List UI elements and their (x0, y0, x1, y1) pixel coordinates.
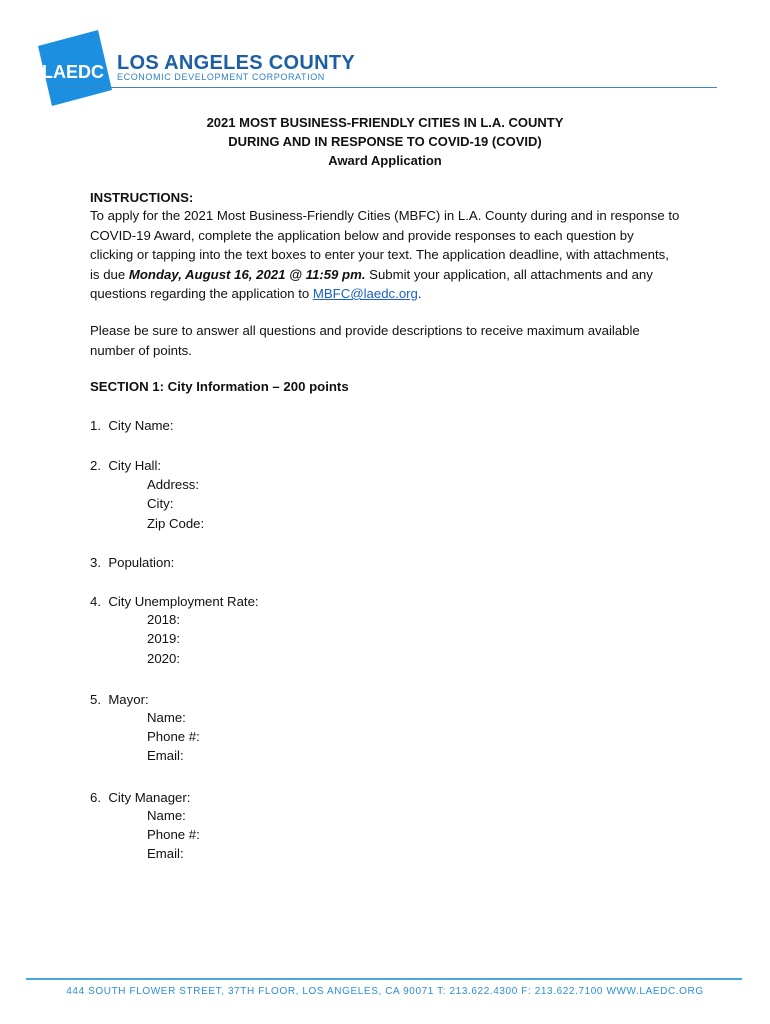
instructions-note: Please be sure to answer all questions and provide descriptions to receive maximum available number of points. (90, 323, 640, 358)
city-hall-zip-label: Zip Code: (147, 516, 205, 531)
deadline-text: Monday, August 16, 2021 @ 11:59 pm. (128, 266, 366, 282)
question-mayor: 5. Mayor: (90, 692, 149, 707)
unemployment-2019-label: 2019: (147, 631, 181, 646)
unemployment-2018-label: 2018: (147, 612, 181, 627)
mayor-phone-label: Phone #: (147, 729, 200, 744)
instructions-heading: INSTRUCTIONS: (90, 190, 194, 205)
header-divider (54, 87, 717, 88)
title-line-1: 2021 MOST BUSINESS-FRIENDLY CITIES IN L.A. COUNTY (206, 115, 564, 130)
logo-text: LAEDC (42, 62, 104, 82)
question-unemployment: 4. City Unemployment Rate: (90, 594, 259, 609)
title-line-3: Award Application (328, 153, 442, 168)
question-city-manager: 6. City Manager: (90, 790, 191, 805)
manager-email-label: Email: (147, 846, 184, 861)
city-hall-city-label: City: (147, 496, 174, 511)
instructions-text-a: To apply for the 2021 Most Business-Friendly Cities (MBFC) in L.A. County during and in response to COVID-19 Award, complete the application below and provide responses to each question by clicking or tapping into the text boxes to enter your text. The application deadline, with attachments, is due (90, 208, 680, 282)
org-subtitle: ECONOMIC DEVELOPMENT CORPORATION (117, 72, 325, 82)
footer-address: 444 SOUTH FLOWER STREET, 37TH FLOOR, LOS ANGELES, CA 90071 T: 213.622.4300 F: 213.622.7100 WWW.LAEDC.ORG (66, 986, 704, 997)
unemployment-2020-label: 2020: (147, 651, 181, 666)
email-link[interactable]: MBFC@laedc.org (312, 286, 418, 301)
question-city-hall: 2. City Hall: (90, 458, 162, 473)
laedc-logo (34, 28, 114, 108)
instructions-paragraph (90, 206, 680, 304)
question-population: 3. Population: (90, 555, 175, 570)
manager-name-label: Name: (147, 808, 186, 823)
instructions-text-b: Submit your application, all attachments and any questions regarding the application to (90, 266, 653, 301)
instructions-text-c: . (417, 286, 422, 301)
city-hall-address-label: Address: (147, 477, 200, 492)
mayor-name-label: Name: (147, 710, 186, 725)
question-city-name: 1. City Name: (90, 418, 174, 433)
section1-heading: SECTION 1: City Information – 200 points (90, 379, 349, 394)
org-name: LOS ANGELES COUNTY (117, 52, 356, 74)
manager-phone-label: Phone #: (147, 827, 200, 842)
title-line-2: DURING AND IN RESPONSE TO COVID-19 (COVID) (228, 134, 542, 149)
footer-divider (26, 978, 742, 980)
mayor-email-label: Email: (147, 748, 184, 763)
